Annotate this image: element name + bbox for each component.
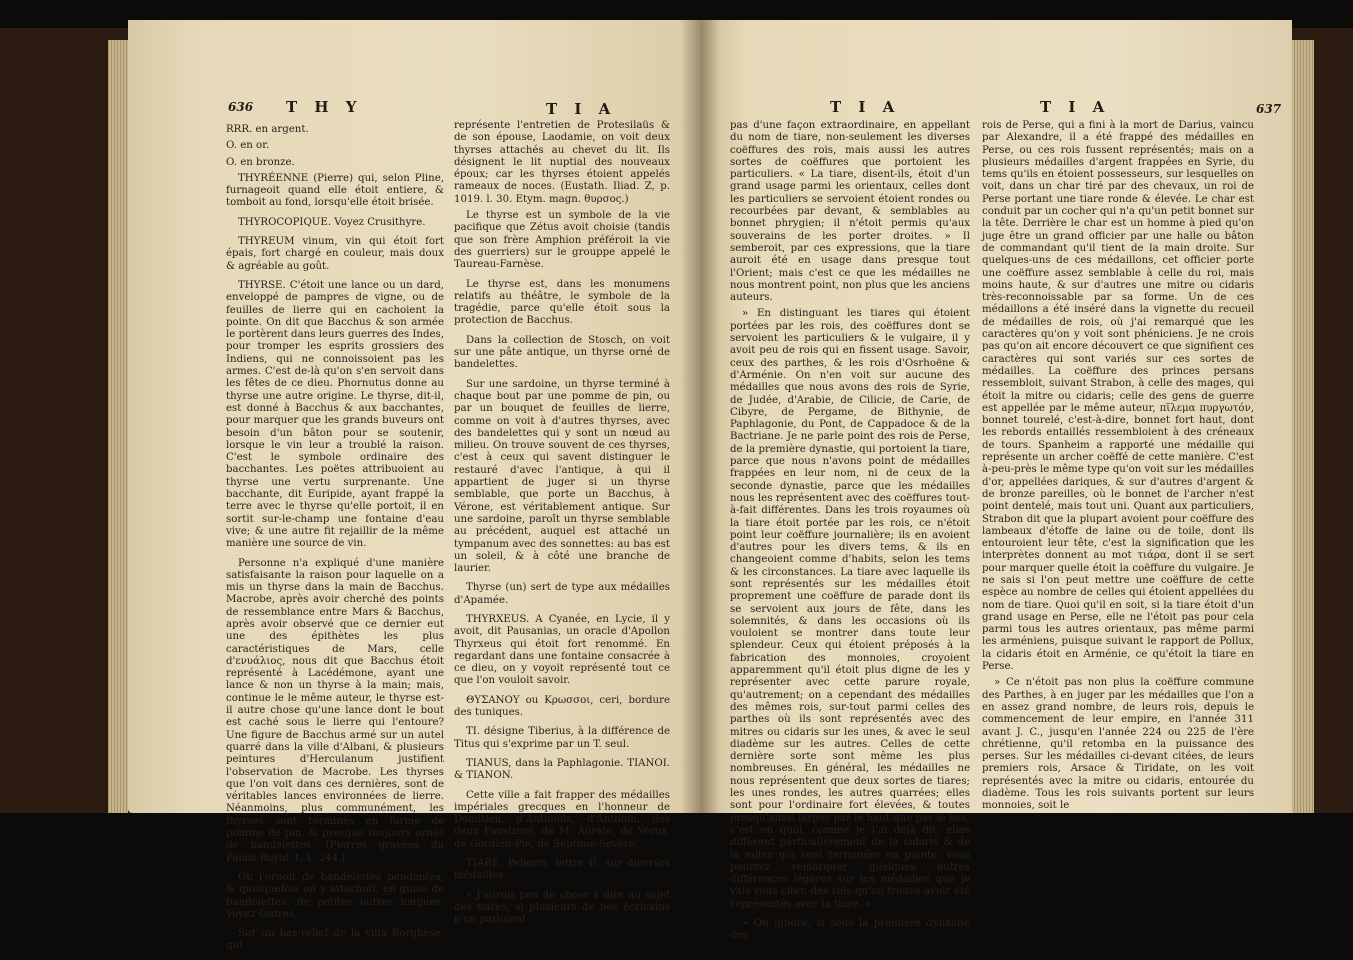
text-column-left-b xyxy=(454,120,670,934)
page-edges-left xyxy=(108,40,128,813)
paragraph: Thyrse (un) sert de type aux médailles d'Apamée. xyxy=(454,582,670,606)
running-head: T I A xyxy=(830,98,901,116)
paragraph: TIARE. Pellerin, lettre II, sur diverses médailles. xyxy=(454,858,670,882)
book-gutter xyxy=(680,20,720,813)
paragraph: O. en or. xyxy=(226,140,270,152)
paragraph: On l'ornoit de bandelettes pendantes, & quelquefois on y attachoit, en guise de bandelettes, de petites outres longues. Voyez Outres. xyxy=(226,871,444,920)
paragraph: » On ignore, si sous la première dynastie des xyxy=(730,918,970,942)
page-number: 636 xyxy=(228,100,254,114)
paragraph: Le thyrse est, dans les monumens relatifs au théâtre, le symbole de la tragédie, parce qu'elle étoit sous la protection de Bacchus. xyxy=(454,278,670,327)
paragraph: Cette ville a fait frapper des médailles impériales grecques en l'honneur de Domitien, d'Antinoüs, d'Antonin, des deux Faustines, de M. Aurèle, de Vérus, de Gordien-Pie, de Septime-Sévère. xyxy=(454,789,670,850)
page-number: 637 xyxy=(1256,102,1282,116)
paragraph: O. en bronze. xyxy=(226,156,295,168)
running-head: T H Y xyxy=(286,98,363,116)
paragraph: TIANUS, dans la Paphlagonie. TIANOI. & TIANON. xyxy=(454,757,670,782)
paragraph: THYRSE. C'étoit une lance ou un dard, enveloppé de pampres de vigne, ou de feuilles de lierre qui en cachoient la pointe. On dit que Bacchus & son armée le portèrent dans leurs guerres des Indes, pour tromper les esprits grossiers des Indiens, qui ne connoissoient pas les armes. C'est de-là qu'on s'en servoit dans les fêtes de ce dieu. Phornutus donne au thyrse une autre origine. Le thyrse, dit-il, est donné à Bacchus & aux bacchantes, pour marquer que les grands buveurs ont besoin d'un bâton pour se soutenir, lorsque le vin leur a troublé la raison. C'est le symbole ordinaire des bacchantes. Les poëtes attribuoient au thyrse une vertu surprenante. Une bacchante, dit Euripide, ayant frappé la terre avec le thyrse qu'elle portoit, il en sortit sur-le-champ une fontaine d'eau vive; & une autre fit rejaillir de la même manière une source de vin. xyxy=(226,279,444,550)
text-column-left-a xyxy=(226,124,444,960)
paragraph: THYRXEUS. A Cyanée, en Lycie, il y avoit, dit Pausanias, un oracle d'Apollon Thyrxeus qui étoit fort renommé. En regardant dans une fontaine consacrée à ce dieu, on y voyoit représenté tout ce que l'on vouloit savoir. xyxy=(454,613,670,687)
column-head: T I A xyxy=(546,100,617,118)
paragraph: rois de Perse, qui a fini à la mort de Darius, vaincu par Alexandre, il a été frappé des médailles en Perse, ou ces rois fussent représentés; mais on a plusieurs médailles d'argent frappées en Syrie, du tems qu'ils en étoient possesseurs, sur lesquelles on voit, dans un char tiré par des chevaux, un roi de Perse portant une tiare ronde & élevée. Le char est conduit par un cocher qui n'a qu'un petit bonnet sur la tête. Derrière le char est un homme à pied qu'on juge être un grand officier par une halle ou bâton de commandant qu'il tient de la main droite. Sur quelques-uns de ces médaillons, cet officier porte une coëffure assez semblable à celle du roi, mais moins haute, & sur d'autres une mitre ou cidaris très-reconnoissable par sa forme. Un de ces médaillons a été inséré dans la vignette du recueil de médailles de rois, où j'ai remarqué que les caractères qu'on y voit sont phéniciens. Je ne crois pas qu'on ait encore découvert ce que signifient ces caractères qui sont variés sur ces sortes de médailles. La coëffure des princes persans ressembloit, suivant Strabon, à celle des mages, qui étoit la mitre ou cidaris; celle des gens de guerre est appellée par le même auteur, πῖλεμα πυργωτόν, bonnet tourelé, c'est-à-dire, bonnet fort haut, dont les rebords entaillés ressembloient à des créneaux de tours. Spanheim a rapporté une médaille qui représente un archer coëffé de cette manière. C'est à-peu-près le même type qu'on voit sur les médailles d'or, appellées dariques, & sur d'autres d'argent & de bronze pareilles, où le bonnet de l'archer n'est point dentelé, mais tout uni. Quant aux particuliers, Strabon dit que la plupart avoient pour coëffure des lambeaux d'étoffe de laine ou de toile, dont ils entouroient leur tête, c'est la signification que les interprètes donnent au mot τιάρα, dont il se sert pour marquer quelle étoit la coëffure du vulgaire. Je ne sais si l'on peut mettre une coëffure de cette espèce au nombre de celles qui étoient appellées du nom de tiare. Quoi qu'il en soit, si la tiare étoit d'un grand usage en Perse, elle ne l'étoit pas pour cela parmi tous les autres orientaux, pas même parmi les arméniens, puisque suivant le rapport de Pollux, la cidaris étoit en Arménie, ce qu'étoit la tiare en Perse. xyxy=(982,120,1254,673)
paragraph: » Ce n'étoit pas non plus la coëffure commune des Parthes, à en juger par les médailles que l'on a en assez grand nombre, de leurs rois, depuis le commencement de leur empire, en l'année 311 avant J. C., jusqu'en l'année 224 ou 225 de l'ère chrétienne, qu'il retomba en la puissance des perses. Sur les médailles ci-devant citées, de leurs premiers rois, Arsace & Tiridate, on les voit représentés avec la mitre ou cidaris, entourée du diadème. Tous les rois suivants portent sur leurs monnoies, soit le xyxy=(982,677,1254,812)
paragraph: « J'aurois peu de chose à dire au sujet des tiares, si plusieurs de nos écrivains n'en parloient xyxy=(454,889,670,926)
paragraph: Le thyrse est un symbole de la vie pacifique que Zétus avoit choisie (tandis que son frère Amphion préféroit la vie des guerriers) sur le grouppe appelé le Taureau-Farnèse. xyxy=(454,210,670,271)
paragraph: TI. désigne Tiberius, à la différence de Titus qui s'exprime par un T. seul. xyxy=(454,726,670,750)
page-edges-right xyxy=(1292,40,1314,813)
paragraph: THYROCOPIQUE. Voyez Crusithyre. xyxy=(238,216,426,228)
paragraph: RRR. en argent. xyxy=(226,124,309,135)
paragraph: Sur un bas-relief de la villa Borghèse, qui xyxy=(226,928,444,952)
paragraph: Sur une sardoine, un thyrse terminé à chaque bout par une pomme de pin, ou par un bouquet de feuilles de lierre, comme on voit à d'autres thyrses, avec des bandelettes qui y sont un nœud au milieu. On trouve souvent de ces thyrses, c'est à ceux qui savent distinguer le restauré d'avec l'antique, à qui il appartient de juger si un thyrse semblable, que porte un Bacchus, à Vérone, est véritablement antique. Sur une sardoine, paroît un thyrse semblable au précédent, auquel est attaché un tympanum avec des sonnettes: au bas est un soleil, & à côté une branche de laurier. xyxy=(454,378,670,575)
text-column-right-a xyxy=(730,120,970,950)
right-page xyxy=(700,20,1292,942)
paragraph: Personne n'a expliqué d'une manière satisfaisante la raison pour laquelle on a mis un thyrse dans la main de Bacchus. Macrobe, après avoir cherché des points de ressemblance entre Mars & Bacchus, après avoir observé que ce dernier eut une des épithètes les plus caractéristiques de Mars, celle d'ενυάλιος, nous dit que Bacchus étoit représenté à Lacédémone, ayant une lance & non un thyrse à la main; mais, continue le le même auteur, le thyrse est-il autre chose qu'une lance dont le bout est caché sous le lierre qui l'entoure? Une figure de Bacchus armé sur un autel quarré dans la ville d'Albani, & plusieurs peintures d'Herculanum justifient l'observation de Macrobe. Les thyrses que l'on voit dans ces dernières, sont de véritables lances environnées de lierre. Néanmoins, plus communément, les thyrses sont terminés en forme de pomme de pin, & presque toujours ornés de bandelettes. (Pierres gravées du Palais-Royal, t. 1, 244.) xyxy=(226,557,444,864)
paragraph: pas d'une façon extraordinaire, en appellant du nom de tiare, non-seulement les diverses coëffures des rois, mais aussi les autres sortes de coëffures que portoient les particuliers. « La tiare, disent-ils, étoit d'un grand usage parmi les orientaux, celles dont les particuliers se servoient étoient rondes ou recourbées par devant, & semblables au bonnet phrygien; il n'étoit permis qu'aux souverains de les porter droites. » Il semberoit, par ces expressions, que la tiare auroit été en usage dans presque tout l'Orient; mais c'est ce que les médailles ne nous montrent point, non plus que les anciens auteurs. xyxy=(730,120,970,304)
paragraph: THYREUM vinum, vin qui étoit fort épais, fort chargé en couleur, mais doux & agréable au goût. xyxy=(226,236,444,272)
paragraph: ΘΥΣΑΝΟΥ ou Κρωσσοι, ceri, bordure des tuniques. xyxy=(454,694,670,719)
paragraph: » En distinguant les tiares qui étoient portées par les rois, des coëffures dont se servoient les particuliers & le vulgaire, il y avoit peu de rois qui en fissent usage. Savoir, ceux des parthes, & les rois d'Osrhoëne & d'Arménie. On n'en voit sur aucune des médailles que nous avons des rois de Syrie, de Judée, d'Arabie, de Cilicie, de Carie, de Cibyre, de Pergame, de Bithynie, de Paphlagonie, du Pont, de Cappadoce & de la Bactriane. Je ne parle point des rois de Perse, de la première dynastie, qui portoient la tiare, parce que nous n'avons point de médailles frappées en leur nom, ni de ceux de la seconde dynastie, parce que les médailles nous les représentent avec des coëffures tout-à-fait différentes. Dans les trois royaumes où la tiare étoit portée par les rois, ce n'étoit point leur coëffure journalière; ils en avoient d'autres pour les divers tems, & ils en changeoient comme d'habits, selon les tems & les circonstances. La tiare avec laquelle ils sont représentés sur les médailles étoit proprement une coëffure de parade dont ils se servoient aux jours de fête, dans les solemnités, & dans les occasions où ils vouloient se montrer dans toute leur splendeur. Ceux qui étoient préposés à la fabrication des monnoies, croyoient apparemment qu'il étoit plus digne de les y représenter avec cette parure royale, qu'autrement; on a cependant des médailles des mêmes rois, sur-tout parmi celles des parthes où ils sont représentés avec des mitres ou cidaris sur les unes, & avec le seul diadème sur les autres. Celles de cette dernière sorte sont même les plus nombreuses. En général, les médailles ne nous représentent que deux sortes de tiares; les unes rondes, les autres quarrées; elles sont pour l'ordinaire fort élevées, & toutes presqu'aussi larges par le haut que par le bas, c'est en quoi, comme je l'ai déjà dit, elles diffèrent particulièrement de la cidaris & de la mitre qui sont terminées en pointe; vous pourrez remarquer quelques autres différences légères sur les médailles que je vais vous citer, des rois qu'on trouve avoir été représentés avec la tiare. » xyxy=(730,308,970,910)
paragraph: représente l'entretien de Protesilaüs & de son épouse, Laodamie, on voit deux thyrses attachés au chevet du lit. Ils désignent le lit nuptial des nouveaux époux; car les thyrses étoient appelés rameaux de noces. (Eustath. Iliad. Z, p. 1019. l. 30. Etym. magn. θυρσος.) xyxy=(454,120,670,205)
left-page xyxy=(128,20,700,952)
text-column-right-b xyxy=(982,120,1254,820)
paragraph: THYRÉENNE (Pierre) qui, selon Pline, furnageoit quand elle étoit entiere, & tomboit au fond, lorsqu'elle étoit brisée. xyxy=(226,172,444,209)
paragraph: Dans la collection de Stosch, on voit sur une pâte antique, un thyrse orné de bandelettes. xyxy=(454,334,670,371)
running-head: T I A xyxy=(1040,98,1111,116)
